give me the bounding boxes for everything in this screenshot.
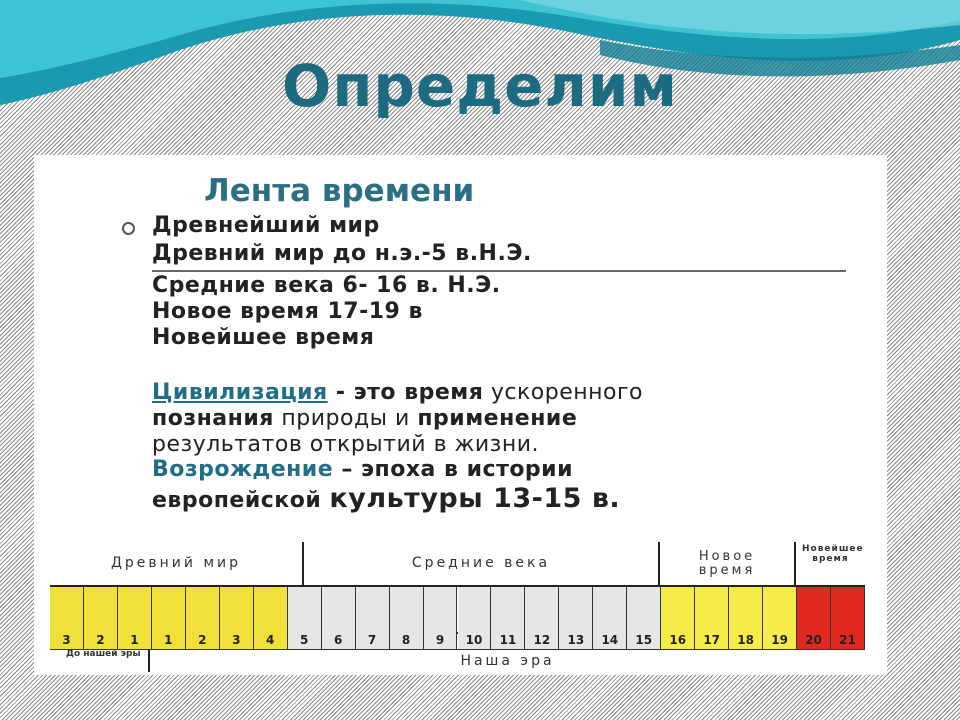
century-number: 9 [424, 632, 458, 649]
timeline-header-medieval: Средние века [304, 542, 660, 585]
century-number: 20 [797, 632, 831, 649]
timeline-cell [797, 587, 831, 632]
century-number: 5 [288, 632, 322, 649]
era-bc-label: До нашей эры [50, 650, 150, 672]
century-number: 14 [593, 632, 627, 649]
century-number: 19 [763, 632, 797, 649]
century-number: 1 [152, 632, 186, 649]
century-number: 16 [661, 632, 695, 649]
timeline-cell [254, 587, 288, 632]
civilization-line-2: познания природы и применение [152, 406, 578, 431]
timeline-cell [220, 587, 254, 632]
period-modern: Новое время 17-19 в [152, 299, 423, 324]
century-number: 21 [831, 632, 865, 649]
timeline-cell [458, 587, 492, 632]
renaissance-line-2: европейской культуры 13-15 в. [152, 483, 621, 514]
period-newest: Новейшее время [152, 325, 375, 350]
century-number: 18 [729, 632, 763, 649]
timeline-header-modern: Новое время [660, 542, 796, 585]
century-number: 6 [322, 632, 356, 649]
civilization-line-1: Цивилизация - это время ускоренного [152, 380, 643, 405]
century-number: 3 [50, 632, 84, 649]
slide-title: Определим [282, 52, 678, 120]
timeline-cell [763, 587, 797, 632]
renaissance-line-1: Возрождение – эпоха в истории [152, 457, 574, 482]
timeline-numbers [50, 632, 865, 650]
timeline-header-ancient: Древний мир [50, 542, 304, 585]
century-number: 2 [186, 632, 220, 649]
term-renaissance: Возрождение [152, 457, 334, 482]
timeline-cell [729, 587, 763, 632]
timeline-cell [695, 587, 729, 632]
term-civilization: Цивилизация [152, 380, 328, 405]
period-ancientest: Древнейший мир [152, 213, 380, 238]
timeline-cell [593, 587, 627, 632]
timeline-cell [288, 587, 322, 632]
timeline-cell [491, 587, 525, 632]
century-number: 3 [220, 632, 254, 649]
timeline-cell [118, 587, 152, 632]
timeline-header-newest: Новейшее время [802, 544, 864, 564]
timeline-cell [525, 587, 559, 632]
century-number: 13 [559, 632, 593, 649]
century-number: 15 [627, 632, 661, 649]
era-ad-label: Наша эра [460, 653, 555, 669]
century-number: 12 [525, 632, 559, 649]
century-number: 11 [491, 632, 525, 649]
century-number: 8 [390, 632, 424, 649]
civilization-line-3: результатов открытий в жизни. [152, 432, 540, 457]
century-number: 10 [458, 632, 492, 649]
card-heading: Лента времени [204, 173, 475, 209]
period-medieval: Средние века 6- 16 в. Н.Э. [152, 273, 501, 298]
century-number: 17 [695, 632, 729, 649]
period-ancient: Древний мир до н.э.-5 в.Н.Э. [152, 241, 532, 266]
timeline-cell [627, 587, 661, 632]
divider [152, 270, 846, 272]
timeline-cell [424, 587, 458, 632]
timeline-cell [559, 587, 593, 632]
timeline-cell [84, 587, 118, 632]
century-number: 4 [254, 632, 288, 649]
bullet-icon [122, 222, 135, 235]
century-number: 1 [118, 632, 152, 649]
timeline-cell [831, 587, 865, 632]
timeline-strip [50, 542, 865, 672]
timeline-cell [661, 587, 695, 632]
century-number: 2 [84, 632, 118, 649]
timeline-cell [186, 587, 220, 632]
timeline-cell [322, 587, 356, 632]
timeline-cell [50, 587, 84, 632]
timeline-cell [356, 587, 390, 632]
century-number: 7 [356, 632, 390, 649]
timeline-cell [390, 587, 424, 632]
timeline-cell [152, 587, 186, 632]
timeline-cells [50, 585, 865, 634]
